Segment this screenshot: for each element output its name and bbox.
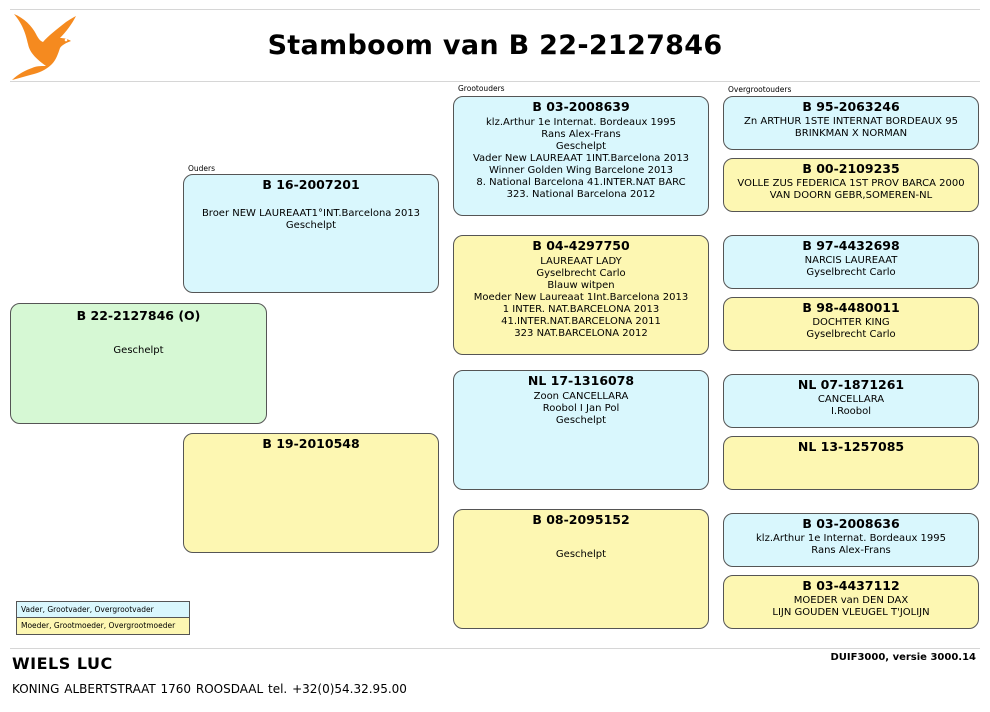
ring-number: B 19-2010548 [262,436,360,451]
pedigree-card-line: Blauw witpen [547,280,615,291]
pedigree-card-grandfather-maternal[interactable] [453,370,709,490]
pedigree-card-line: VAN DOORN GEBR,SOMEREN-NL [769,190,933,201]
pedigree-card-line: Roobol I Jan Pol [542,403,620,414]
pedigree-card-line: Broer NEW LAUREAAT1°INT.Barcelona 2013 [201,208,421,219]
pedigree-card-line: 8. National Barcelona 41.INTER.NAT BARC [476,177,686,188]
top-rule [10,9,980,10]
ring-number: NL 07-1871261 [797,377,905,392]
pedigree-card-line: MOEDER van DEN DAX [793,595,909,606]
pedigree-card-line: LAUREAAT LADY [540,256,622,267]
pedigree-card-line: Gyselbrecht Carlo [806,267,896,278]
pedigree-card-line: 323. National Barcelona 2012 [506,189,656,200]
ring-number: NL 13-1257085 [797,439,905,454]
ring-number: B 03-2008639 [532,99,630,114]
owner-address: KONING ALBERTSTRAAT 1760 ROOSDAAL tel. +32(0)54.32.95.00 [12,682,407,696]
legend-female: Moeder, Grootmoeder, Overgrootmoeder [17,618,189,634]
ring-number: B 04-4297750 [532,238,630,253]
pedigree-card-line: 323 NAT.BARCELONA 2012 [514,328,648,339]
ring-number: B 08-2095152 [532,512,630,527]
pedigree-card-line: Geschelpt [555,549,607,560]
pedigree-card-great-grandparent-8[interactable] [723,575,979,629]
pedigree-card-line: klz.Arthur 1e Internat. Bordeaux 1995 [486,117,676,128]
ring-number: B 16-2007201 [262,177,360,192]
pedigree-card-line: 41.INTER.NAT.BARCELONA 2011 [501,316,661,327]
pedigree-card-great-grandparent-2[interactable] [723,158,979,212]
pedigree-card-line: VOLLE ZUS FEDERICA 1ST PROV BARCA 2000 [737,178,965,189]
pedigree-card-line: Winner Golden Wing Barcelone 2013 [488,165,674,176]
pedigree-card-great-grandparent-5[interactable] [723,374,979,428]
section-label-ouders: Ouders [188,164,216,173]
pedigree-card-great-grandparent-3[interactable] [723,235,979,289]
pedigree-card-great-grandparent-1[interactable] [723,96,979,150]
pedigree-card-line: Gyselbrecht Carlo [536,268,626,279]
ring-number: B 22-2127846 (O) [76,308,201,323]
pedigree-card-line: Geschelpt [555,415,607,426]
pedigree-card-line: Zn ARTHUR 1STE INTERNAT BORDEAUX 95 [744,116,958,127]
pedigree-card-line: Geschelpt [555,141,607,152]
pedigree-card-line: Vader New LAUREAAT 1INT.Barcelona 2013 [472,153,690,164]
pedigree-card-line: Geschelpt [285,220,337,231]
ring-number: B 95-2063246 [802,99,900,114]
pedigree-card-line: 1 INTER. NAT.BARCELONA 2013 [502,304,660,315]
owner-name: WIELS LUC [12,654,113,673]
pedigree-card-line: Geschelpt [113,345,164,356]
page-title: Stamboom van B 22-2127846 [267,30,723,61]
pedigree-card-grandmother-maternal[interactable] [453,509,709,629]
ring-number: B 03-4437112 [802,578,900,593]
pedigree-card-line: DOCHTER KING [812,317,890,328]
pedigree-card-great-grandparent-7[interactable] [723,513,979,567]
section-label-grootouders: Grootouders [458,84,505,93]
pedigree-card-line: BRINKMAN X NORMAN [794,128,908,139]
footer-rule [10,648,980,649]
ring-number: B 00-2109235 [802,161,900,176]
ring-number: B 98-4480011 [802,300,900,315]
pedigree-card-grandfather-paternal[interactable] [453,96,709,216]
pedigree-card-grandmother-paternal[interactable] [453,235,709,355]
pedigree-card-line: Rans Alex-Frans [811,545,891,556]
pedigree-card-line: klz.Arthur 1e Internat. Bordeaux 1995 [756,533,946,544]
pedigree-card-line: Zoon CANCELLARA [533,391,629,402]
pedigree-card-great-grandparent-4[interactable] [723,297,979,351]
pedigree-card-mother[interactable] [183,433,439,553]
ring-number: NL 17-1316078 [527,373,635,388]
pedigree-card-line: LIJN GOUDEN VLEUGEL T'JOLIJN [772,607,930,618]
pedigree-card-line: CANCELLARA [817,394,885,405]
pedigree-card-line: Gyselbrecht Carlo [806,329,896,340]
pedigree-card-line: I.Roobol [830,406,872,417]
pedigree-card-line: Rans Alex-Frans [541,129,621,140]
header-rule [10,81,980,82]
legend-male: Vader, Grootvader, Overgrootvader [17,602,189,618]
pedigree-card-father[interactable] [183,174,439,293]
pedigree-card-line: Moeder New Laureaat 1Int.Barcelona 2013 [473,292,689,303]
pedigree-card-great-grandparent-6[interactable] [723,436,979,490]
software-version: DUIF3000, versie 3000.14 [830,652,976,663]
ring-number: B 03-2008636 [802,516,900,531]
color-legend [16,601,190,635]
section-label-overgrootouders: Overgrootouders [728,85,792,94]
pedigree-card-subject[interactable] [10,303,267,424]
pedigree-card-line: NARCIS LAUREAAT [804,255,898,266]
ring-number: B 97-4432698 [802,238,900,253]
